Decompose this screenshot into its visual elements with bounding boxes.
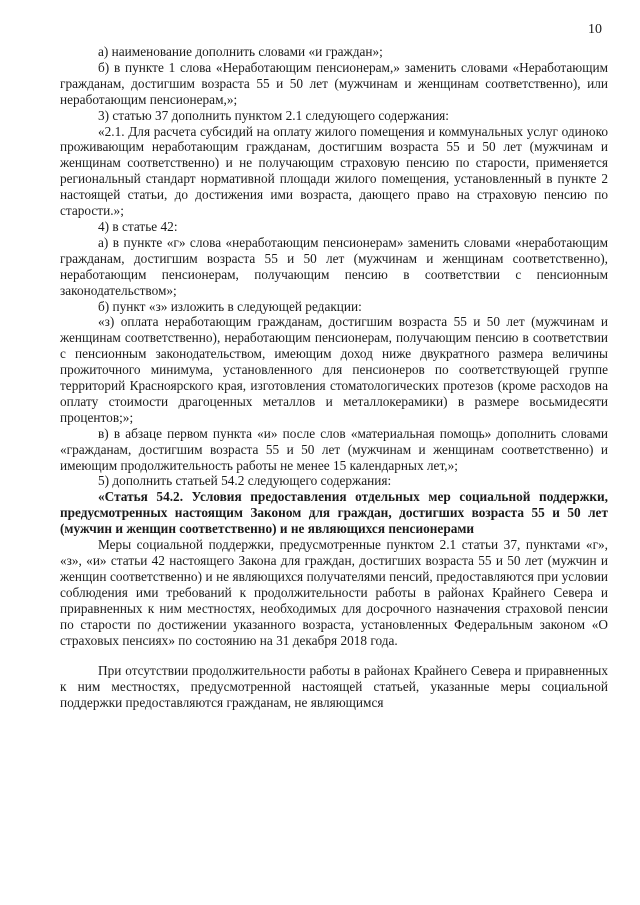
article-54-2-heading: «Статья 54.2. Условия предоставления отдельных мер социальной поддержки, предусмотренных настоящим Законом для граждан, достигших возраста 55 и 50 лет (мужчин и женщин соответственно) и не являющихся пенсионерами <box>60 489 608 537</box>
paragraph-article54-intro: 5) дополнить статьей 54.2 следующего содержания: <box>98 473 392 489</box>
paragraph-article42: 4) в статье 42: <box>98 218 178 234</box>
document-body <box>60 44 608 711</box>
paragraph-article42-z-intro: б) пункт «з» изложить в следующей редакции: <box>98 298 362 314</box>
paragraph-final: При отсутствии продолжительности работы в районах Крайнего Севера и приравненных к ним местностях, предусмотренной настоящей статьей, указанные меры социальной поддержки предоставляются гражданам, не являющимся <box>60 663 608 711</box>
page-number: 10 <box>588 22 602 37</box>
paragraph-article42-z: «з) оплата неработающим гражданам, достигшим возраста 55 и 50 лет (мужчинам и женщинам соответственно), неработающим пенсионерам, получающим пенсию в соответствии с пенсионным законодательством, имеющим доход ниже двукратного размера величины прожиточного минимума, установленного для пенсионеров по соответствующей группе территорий Красноярского края, изготовления стоматологических протезов (кроме расходов на оплату стоимости драгоценных металлов и металлокерамики) в размере восьмидесяти процентов;»; <box>60 314 608 425</box>
paragraph-article37: 3) статью 37 дополнить пунктом 2.1 следующего содержания: <box>98 107 449 123</box>
paragraph-article42-i: в) в абзаце первом пункта «и» после слов «материальная помощь» дополнить словами «гражданам, достигшим возраста 55 и 50 лет (мужчинам и женщинам соответственно) и имеющим продолжительность работы не менее 15 календарных лет,»; <box>60 425 608 473</box>
article-54-2-body: Меры социальной поддержки, предусмотренные пунктом 2.1 статьи 37, пунктами «г», «з», «и» статьи 42 настоящего Закона для граждан, достигших возраста 55 и 50 лет (мужчин и женщин соответственно) и не являющихся получателями пенсий, предоставляются при условии соблюдения ими требований к продолжительности работы в районах Крайнего Севера и приравненных к ним местностях, необходимых для досрочного назначения страховой пенсии по старости по достижении указанного возраста, установленных Федеральным законом «О страховых пенсиях» по состоянию на 31 декабря 2018 года. <box>60 537 608 648</box>
paragraph-point-2-1: «2.1. Для расчета субсидий на оплату жилого помещения и коммунальных услуг одиноко проживающим неработающим гражданам, достигшим возраста 55 и 50 лет (мужчинам и женщинам соответственно) и не получающим страховую пенсию по старости, применяется региональный стандарт нормативной площади жилого помещения, установленный в пункте 2 настоящей статьи, до достижения ими возраста, дающего право на страховую пенсию по старости.»; <box>60 123 608 219</box>
paragraph-amendment-title: а) наименование дополнить словами «и граждан»; <box>98 44 383 59</box>
paragraph-article42-g: а) в пункте «г» слова «неработающим пенсионерам» заменить словами «неработающим гражданам, достигшим возраста 55 и 50 лет (мужчинам и женщинам соответственно), неработающим пенсионерам, получающим пенсию в соответствии с пенсионным законодательством»; <box>60 234 608 298</box>
paragraph-amendment-point1: б) в пункте 1 слова «Неработающим пенсионерам,» заменить словами «Неработающим гражданам, достигшим возраста 55 и 50 лет (мужчинам и женщинам соответственно), или неработающим пенсионерам,»; <box>60 59 608 107</box>
